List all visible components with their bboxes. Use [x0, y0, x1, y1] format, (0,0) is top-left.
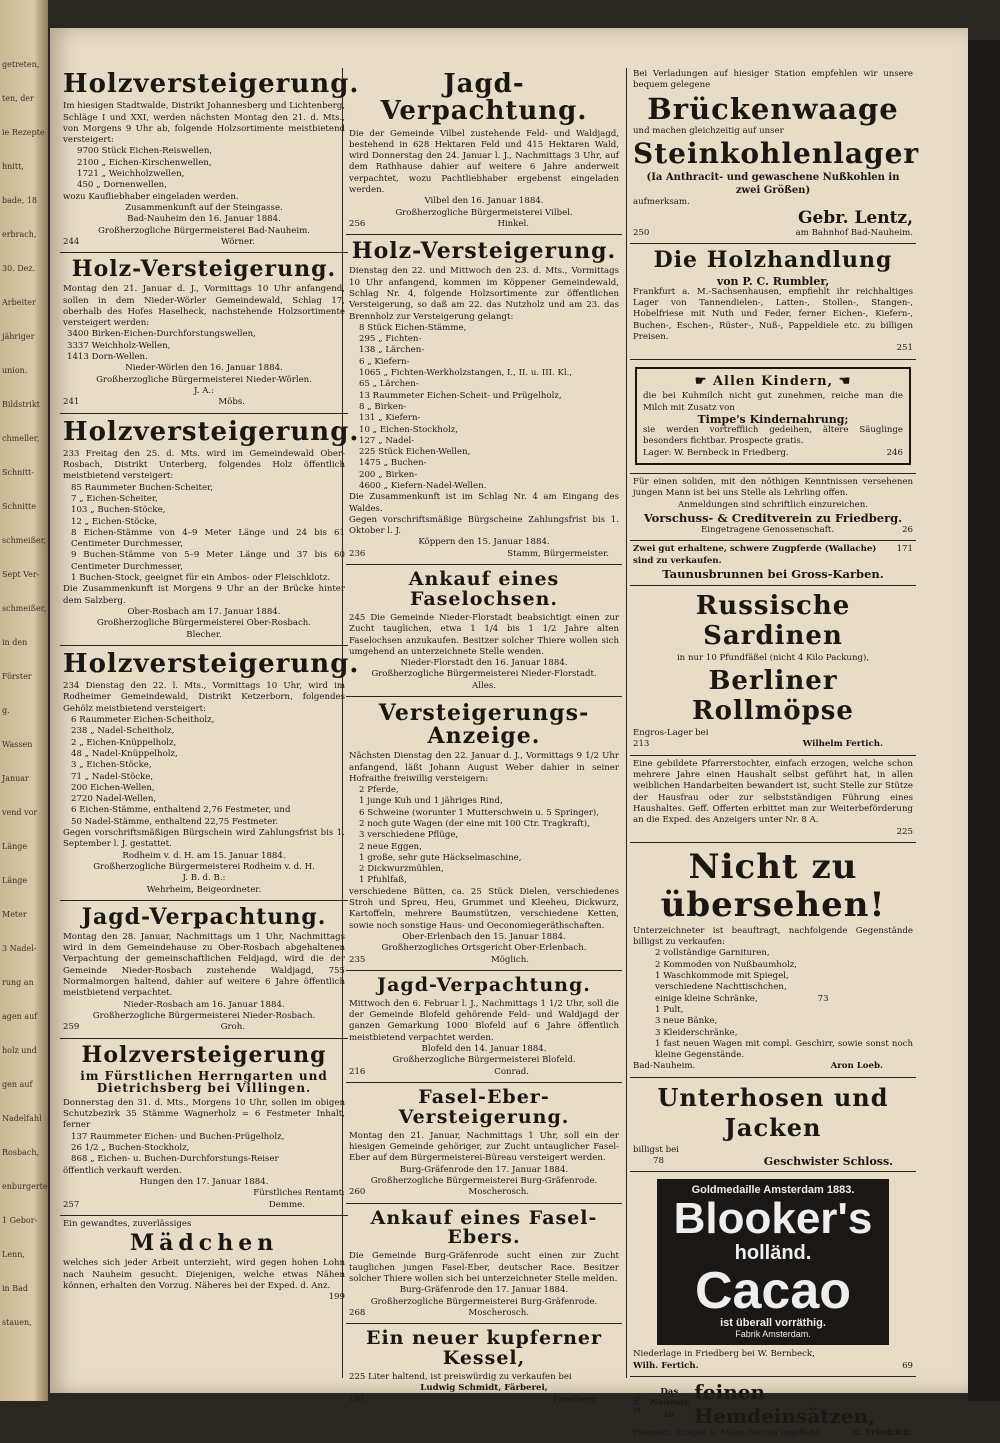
spine-text-fragment: Rosbach, [2, 1148, 40, 1157]
ad-title: Holz-Versteigerung. [351, 238, 617, 265]
ad-number: 213 [633, 739, 650, 750]
ad-title: Holzversteigerung. [63, 416, 360, 447]
ad-number: 268 [349, 1307, 366, 1318]
ad-date: Ober-Rosbach am 17. Januar 1884. [127, 606, 281, 617]
ad-title: Jagd-Verpachtung. [377, 973, 591, 996]
ad-title: Steinkohlenlager [633, 136, 920, 170]
spine-text-fragment: enburgerte [2, 1182, 48, 1191]
ad-name: Geschwister Schloss. [763, 1154, 893, 1168]
list-item: 138 „ Lärchen- [359, 345, 425, 356]
ad-address: am Bahnhof Bad-Nauheim. [795, 228, 913, 239]
ad-date: Burg-Gräfenrode den 17. Januar 1884. [399, 1285, 569, 1296]
ad-firm: Gebr. Lentz, [797, 208, 913, 229]
ad-date: Burg-Gräfenrode den 17. Januar 1884. [399, 1164, 569, 1175]
ad-text: Im hiesigen Stadtwalde, Distrikt Johannesberg und Lichtenberg, Schläge I und XXI, werden nächsten Montag den 21. d. Mts., von Morgens 9 Uhr ab, folgende Holzsortimente meistbietend versteigert: [63, 101, 345, 146]
ad-store: Wilh. Fertich. [633, 1360, 699, 1371]
ad-meeting: Zusammenkunft auf der Steingasse. [125, 202, 283, 213]
boxed-ad [635, 367, 911, 465]
list-item: 2100 „ Eichen-Kirschenwellen, [77, 157, 212, 168]
ad-date: Bad-Nauheim den 16. Januar 1884. [127, 214, 281, 225]
ad-title: Holzversteigerung. [63, 69, 360, 99]
spine-text-fragment: hnitt, [2, 162, 24, 171]
ad-date: Blofeld den 14. Januar 1884. [421, 1043, 547, 1054]
list-item: 1 Waschkommode mit Spiegel, [655, 971, 789, 982]
list-item: 12 „ Eichen-Stöcke, [71, 516, 158, 527]
spine-text-fragment: gen auf [2, 1080, 33, 1089]
ad-26 [630, 474, 916, 541]
spine-text-fragment: Schnitte [2, 502, 36, 511]
ad-name: Conrad. [494, 1066, 529, 1077]
ad-text: Hemden, Kragen u. Manschetten empfiehlt [633, 1427, 822, 1438]
ad-text: öffentlich verkauft werden. [63, 1165, 182, 1176]
list-item: 26 1/2 „ Buchen-Stockholz, [71, 1143, 190, 1154]
ad-216 [346, 971, 622, 1083]
ad-text: aufmerksam. [633, 196, 690, 207]
spine-text-fragment: bade, 18 [2, 196, 38, 205]
ad-title: Holzversteigerung. [63, 648, 360, 679]
ad-store: Lager: W. Bernbeck in Friedberg. [643, 447, 789, 458]
ad-259 [60, 901, 348, 1039]
list-item: 6 Schweine (worunter 1 Mutterschwein u. 5 Springer), [359, 807, 600, 818]
ad-subtitle: von P. C. Rumbler, [716, 274, 830, 288]
list-item: 1 junge Kuh und 1 jähriges Rind, [359, 796, 503, 807]
spine-text-fragment: jähriger [2, 332, 35, 341]
ad-brand: Blooker's [673, 1194, 873, 1244]
list-item: 868 „ Eichen- u. Buchen-Durchforstungs-Reiser [71, 1154, 279, 1165]
ad-text: Montag den 21. Januar d. J., Vormittags 10 Uhr anfangend, sollen in dem Nieder-Wörler Gemeindewald, Schlag 17, oberhalb des Hofes Haselheck, nachstehende Holzsortimente versteigert werden: [63, 284, 345, 329]
ad-name: Demme. [268, 1199, 305, 1210]
ad-title: Berliner Rollmöpse [692, 666, 854, 727]
ad-date: Köppern den 15. Januar 1884. [418, 537, 550, 548]
ad-number: 235 [349, 954, 366, 965]
list-item: 8 „ Birken- [359, 401, 407, 412]
ad-name: Moscherosch. [468, 1307, 529, 1318]
ad-text: Gegen vorschriftsmäßigen Bürgschein wird Zahlungsfrist bis 1. September l. J. gestattet. [63, 828, 345, 850]
ad-text: Unterzeichneter ist beauftragt, nachfolgende Gegenstände billigst zu verkaufen: [633, 925, 913, 948]
ad-signature: Großherzogliche Bürgermeisterei Burg-Gräfenrode. [370, 1175, 598, 1186]
ad-title: Holzversteigerung [81, 1041, 327, 1068]
ad-name: Moscherosch. [468, 1187, 529, 1198]
spine-text-fragment: Januar [2, 774, 29, 783]
ad-place: Bad-Nauheim. [633, 1061, 696, 1072]
ad-78 [630, 1078, 916, 1173]
ad-subtitle: Eingetragene Genossenschaft. [700, 524, 835, 535]
spine-text-fragment: 1 Gebor- [2, 1216, 38, 1225]
list-item: 2 Dickwurzmühlen, [359, 864, 444, 875]
spine-text-fragment: chmeller, [2, 434, 40, 443]
spine-text-fragment: rung an [2, 978, 34, 987]
list-item: 85 Raummeter Buchen-Scheiter, [71, 482, 213, 493]
ad-text: und machen gleichzeitig auf unser [633, 125, 784, 136]
ad-place: Friedberg. [552, 1394, 599, 1405]
list-item: verschiedene Nachttischchen, [655, 982, 787, 993]
list-item: 3 Kleiderschränke, [655, 1027, 738, 1038]
spine-text-fragment: Sept Ver- [2, 570, 40, 579]
list-item: 1 große, sehr gute Häckselmaschine, [359, 852, 522, 863]
ad-pretext: billigst bei [633, 1144, 679, 1155]
ad-name: Aron Loeb. [830, 1061, 883, 1072]
ad-title: Jagd-Verpachtung. [81, 903, 327, 930]
list-item: 71 „ Nadel-Stöcke, [71, 771, 154, 782]
ad-number: 246 [886, 447, 903, 458]
ad-date: Nieder-Wörlen den 16. Januar 1884. [125, 363, 283, 374]
ad-signature: Großherzogliche Bürgermeisterei Ober-Rosbach. [96, 618, 312, 629]
ad-text: welches sich jeder Arbeit unterzieht, wird gegen hohen Lohn nach Nauheim gesucht. Diejenigen, welche etwas Nähen können, erhalten den Vorzug. Näheres bei der Exped. d. Anz. [63, 1258, 345, 1291]
spine-text-fragment: in den [2, 638, 28, 647]
list-item: 1 Pult, [655, 1004, 684, 1015]
list-item: 50 Nadel-Stämme, enthaltend 22,75 Festmeter. [71, 816, 279, 827]
list-item: 2 Kommoden von Nußbaumholz, [655, 959, 798, 970]
list-item: 6 Raummeter Eichen-Scheitholz, [71, 715, 215, 726]
ad-text: verschiedene Bütten, ca. 25 Stück Dielen, verschiedenes Stroh und Spreu, Heu, Grummet und Kleeheu, Dickwurz, Kartoffeln, mehrere Baumstützen, verschiedene Ketten, sowie noch sonstige Haus- und Oeconomiegeräthschaften. [349, 886, 619, 931]
ad-234 [60, 646, 360, 901]
ad-signature: J. A.: [193, 385, 215, 396]
ad-name: K. Friedrich. [852, 1427, 913, 1438]
list-item: 3337 Weichholz-Wellen, [67, 340, 171, 351]
ad-260 [346, 1083, 622, 1204]
spine-text-fragment: schmeißer, [2, 604, 47, 613]
newspaper-page [50, 28, 968, 1438]
ad-name: Wilhelm Fertich. [802, 739, 883, 750]
ad-257 [60, 1039, 348, 1216]
ad-date: Rodheim v. d. H. am 15. Januar 1884. [122, 850, 286, 861]
spine-text-fragment: Wassen [2, 740, 33, 749]
spine-text-fragment: Länge [2, 876, 28, 885]
ad-246 [630, 360, 916, 474]
ad-number: 260 [349, 1187, 366, 1198]
ad-text: ist überall vorräthig. [720, 1317, 826, 1330]
list-item: 9700 Stück Eichen-Reiswellen, [77, 146, 213, 157]
list-item: 10 „ Eichen-Stockholz, [359, 424, 458, 435]
ad-name: Blecher. [186, 629, 222, 640]
list-item: 3400 Birken-Eichen-Durchforstungswellen, [67, 329, 256, 340]
ad-text: 245 Die Gemeinde Nieder-Florstadt beabsichtigt einen zur Zucht tauglichen, etwa 1 1/4 bis 1 1/2 Jahre alten Faselochsen anzukaufen. Besitzer solcher Thiere wollen sich umgehend an unterzeichnete Stelle wenden. [349, 612, 619, 657]
ad-number: 244 [63, 236, 80, 247]
ad-text: Zwei gut erhaltene, schwere Zugpferde (Wallache) sind zu verkaufen. [633, 544, 877, 566]
ad-pretext: Engros-Lager bei [633, 728, 709, 739]
spine-text-fragment: Lenn, [2, 1250, 25, 1259]
ad-181 [346, 1324, 622, 1410]
ad-256 [346, 66, 622, 235]
spine-text-fragment: Meter [2, 910, 27, 919]
ad-text: sie werden vortrefflich gedeihen, ältere Säuglinge besonders fichtbar. Prospecte gratis. [643, 425, 903, 447]
list-item: 4600 „ Kiefern-Nadel-Wellen. [359, 481, 487, 491]
ad-title: Ein neuer kupferner Kessel, [365, 1327, 602, 1370]
ad-title: Nicht zu übersehen! [660, 846, 886, 925]
ad-name: Möglich. [490, 954, 529, 965]
list-item: 103 „ Buchen-Stöcke, [71, 505, 166, 516]
ad-number: 257 [63, 1199, 80, 1210]
list-item: 3 „ Eichen-Stöcke, [71, 760, 152, 771]
list-item: 6 Eichen-Stämme, enthaltend 2,76 Festmeter, und [71, 805, 291, 816]
ad-213 [630, 586, 916, 756]
spine-text-fragment: Arbeiter [2, 298, 36, 307]
ad-title: Fasel-Eber-Versteigerung. [398, 1085, 570, 1128]
ad-text: Nächsten Dienstag den 22. Januar d. J., Vormittags 9 1/2 Uhr anfangend, läßt Johann August Weber dahier in seiner Hofraithe freiwillig versteigern: [349, 751, 619, 784]
list-item: 225 Stück Eichen-Wellen, [359, 447, 471, 458]
adjacent-page-spine [0, 0, 48, 1401]
list-item: 2 noch gute Wagen (der eine mit 100 Ctr. Tragkraft), [359, 819, 590, 829]
spine-text-fragment: Schnitt- [2, 468, 34, 477]
list-item: 2 neue Eggen, [359, 841, 422, 852]
list-item: 127 „ Nadel- [359, 435, 415, 446]
spine-text-fragment: 3 Nadel- [2, 944, 37, 953]
ad-title: feinen Hemdeinsätzen, [694, 1379, 875, 1428]
list-item: 13 Raummeter Eichen-Scheit- und Prügelholz, [359, 390, 562, 401]
ad-199 [60, 1216, 348, 1308]
ad-title: Brückenwaage [647, 91, 899, 126]
ad-title: Jagd-Verpachtung. [380, 69, 588, 127]
ad-name: Wörner. [220, 236, 255, 247]
ad-name: Hinkel. [497, 218, 529, 229]
ad-text: Mittwoch den 6. Februar l. J., Nachmittags 1 1/2 Uhr, soll die der Gemeinde Blofeld gehörende Feld- und Waldjagd der ganzen Gemarkung 1000 Blofeld auf 6 Jahre öffentlich meistbietend verpachtet werden. [349, 998, 619, 1043]
ad-241 [60, 253, 348, 413]
ad-text: 234 Dienstag den 22. l. Mts., Vormittags 10 Uhr, wird im Rodheimer Gemeindewald, Distrikt Ketzerborn, folgendes Gehölz meistbietend versteigert: [63, 681, 345, 714]
ad-date: Ober-Erlenbach den 15. Januar 1884. [402, 931, 566, 942]
spine-text-fragment: ie Rezepte [2, 128, 45, 137]
ad-number: 241 [63, 397, 80, 408]
spine-text-fragment: agen auf [2, 1012, 38, 1021]
list-item: 1 fast neuen Wagen mit compl. Geschirr, sowie sonst noch kleine Gegenstände. [655, 1038, 913, 1061]
ad-number: 181 [349, 1394, 366, 1405]
ad-text: Fabrik Amsterdam. [735, 1329, 811, 1340]
ad-seller: Ludwig Schmidt, Färberei, [420, 1383, 548, 1394]
ad-number: 69 [902, 1360, 913, 1371]
ad-text: Die Gemeinde Burg-Gräfenrode sucht einen zur Zucht tauglichen jungen Fasel-Eber, deutscher Race. Besitzer solcher Thiere wollen sich bei unterzeichneter Stelle melden. [349, 1251, 619, 1284]
ad-236 [346, 235, 622, 565]
column-rule [626, 68, 627, 1378]
ad-title: Versteigerungs-Anzeige. [378, 700, 590, 750]
ad-251 [630, 244, 916, 359]
pointing-hand-icon: ☚ [833, 373, 852, 389]
list-item: 3 neue Bänke, [655, 1016, 718, 1027]
ad-268 [346, 1204, 622, 1325]
list-item: 1065 „ Fichten-Werkholzstangen, I., II. u. III. Kl., [359, 368, 573, 379]
spine-text-fragment: vend vor [2, 808, 38, 817]
list-item: 1475 „ Buchen- [359, 458, 427, 469]
ad-name: Möbs. [218, 397, 245, 408]
ad-number: 250 [633, 228, 650, 239]
ad-number: 251 [896, 343, 913, 354]
ad-text: 225 Liter haltend, ist preiswürdig zu verkaufen bei [349, 1372, 572, 1383]
ad-product: Timpe's Kindernahrung; [697, 412, 849, 426]
ad-number: 199 [328, 1292, 345, 1303]
ad-store: Niederlage in Friedberg bei W. Bernbeck, [633, 1349, 815, 1360]
ad-235 [346, 697, 622, 971]
ad-date: Vilbel den 16. Januar 1884. [424, 196, 544, 207]
ad-number: 259 [63, 1022, 80, 1033]
list-item: 65 „ Lärchen- [359, 379, 419, 390]
ad-number: 171 [896, 544, 913, 555]
ad-text: wozu Kaufliebhaber eingeladen werden. [63, 191, 239, 202]
ad-number: 225 [896, 826, 913, 837]
ad-text: Dienstag den 22. und Mittwoch den 23. d. Mts., Vormittags 10 Uhr anfangend, kommen im Köppener Gemeindewald, Schlag Nr. 4, folgende Holzsortimente zur öffentlichen Versteigerung, so daß am 22. das Nutzholz und am 23. das Brennholz zur Versteigerung gelangt: [349, 266, 619, 322]
ad-signature: Großherzogliche Bürgermeisterei Blofeld. [392, 1055, 576, 1066]
ad-meeting: Die Zusammenkunft ist im Schlag Nr. 4 am Eingang des Waldes. [349, 492, 619, 514]
list-item: 131 „ Kiefern- [359, 413, 421, 424]
list-item: 1 Buchen-Stock, geeignet für ein Ambos- oder Fleischklotz. [71, 573, 331, 584]
pointing-hand-icon: ☛ [694, 373, 713, 389]
ad-73 [630, 843, 916, 1078]
spine-text-fragment: getreten, [2, 60, 40, 69]
ad-signature: Großherzogliche Bürgermeisterei Vilbel. [395, 207, 573, 218]
ad-name: Wehrheim, Beigeordneter. [146, 884, 262, 895]
spine-text-fragment: holz und [2, 1046, 37, 1055]
list-item: einige kleine Schränke, 73 [655, 993, 829, 1004]
ad-signature: Großherzogliches Ortsgericht Ober-Erlenbach. [381, 943, 587, 954]
spine-text-fragment: stauen, [2, 1318, 32, 1327]
ad-place: Taunusbrunnen bei Gross-Karben. [662, 566, 884, 581]
ad-date: Nieder-Rosbach am 16. Januar 1884. [123, 999, 285, 1010]
ad-subtitle: (Ia Anthracit- und gewaschene Nußkohlen in zwei Größen) [646, 171, 900, 196]
ad-text: Montag den 28. Januar, Nachmittags um 1 Uhr, Nachmittags wird in dem Gemeindehause zu Ober-Rosbach abgehaltenen Verpachtung der gemeinschaftlichen Feldjagd, wird die der Gemeinde Nieder-Rosbach zustehende Waldjagd, 755 Normalmorgen haltend, dahier auf weitere 6 Jahre öffentlich meistbietend verpachtet. [63, 931, 345, 999]
list-item: 200 „ Birken- [359, 469, 418, 480]
ad-number: 216 [349, 1066, 366, 1077]
ad-text: in nur 10 Pfundfäßel (nicht 4 Kilo Packung), [676, 652, 870, 663]
ad-title: Mädchen [129, 1230, 279, 1257]
spine-text-fragment: g. [2, 706, 10, 715]
spine-text-fragment: ten, der [2, 94, 34, 103]
ad-title: Ankauf eines Fasel-Ebers. [370, 1206, 598, 1249]
ad-pretext: Bei Verladungen auf hiesiger Station empfehlen wir unsere bequem gelegene [633, 69, 913, 91]
ad-signature: J. B. d. B.: [182, 873, 226, 884]
dark-background-edge [968, 40, 1000, 1401]
ad-signature: Großherzogliche Bürgermeisterei Nieder-Rosbach. [92, 1010, 316, 1021]
ad-text: die bei Kuhmilch nicht gut zunehmen, reiche man die Milch mit Zusatz von [643, 391, 903, 413]
list-item: 450 „ Dornenwellen, [77, 180, 167, 191]
ad-subtitle: holländ. [734, 1242, 812, 1265]
spine-text-fragment: erbrach, [2, 230, 37, 239]
list-item: 48 „ Nadel-Knüppelholz, [71, 748, 178, 759]
ad-number: 73 [817, 993, 829, 1004]
ad-meeting: Die Zusammenkunft ist Morgens 9 Uhr an der Brücke hinter dem Salzberg. [63, 584, 345, 606]
list-item: 2 „ Eichen-Knüppelholz, [71, 737, 177, 748]
list-item: 2 Pferde, [359, 785, 399, 796]
ad-number: 256 [349, 218, 366, 229]
list-item: 2720 Nadel-Wellen, [71, 794, 157, 805]
ad-signature: Fürstliches Rentamt: [253, 1188, 345, 1199]
ad-69 [630, 1172, 916, 1377]
list-item: 1 Pfuhlfaß, [359, 875, 407, 886]
spine-text-fragment: Länge [2, 842, 28, 851]
list-item: 7 „ Eichen-Scheiter, [71, 494, 158, 504]
spine-text-fragment: schmeißer, [2, 536, 47, 545]
ad-subtitle: im Fürstlichen Herrngarten und Dietrichsberg bei Villingen. [80, 1068, 328, 1096]
ad-text: Eine gebildete Pfarrerstochter, einfach erzogen, welche schon mehrere Jahre einen Haushalt selbst geführt hat, in allen weiblichen Handarbeiten bewandert ist, sucht Stelle zur Stütze der Hausfrau oder zur selbstständigen Führung eines Haushaltes. Geff. Offerten erbittet man zur Weiterbeförderung an die Exped. des Anzeigers unter Nr. 8 A. [633, 758, 913, 826]
spine-text-fragment: Förster [2, 672, 32, 681]
ad-text: 233 Freitag den 25. d. Mts. wird im Gemeindewald Ober-Rosbach, Distrikt Unterberg, folgendes Holz öffentlich meistbietend versteigert: [63, 448, 345, 482]
ad-title: Ankauf eines Faselochsen. [408, 568, 560, 611]
spine-text-fragment: Nadelfahl [2, 1114, 42, 1123]
ad-text: Für einen soliden, mit den nöthigen Kenntnissen versehenen jungen Mann ist bei uns Stelle als Lehrling offen. [633, 477, 913, 499]
ad-pretext: Ein gewandtes, zuverlässiges [63, 1218, 192, 1229]
list-item: 8 Stück Eichen-Stämme, [359, 322, 467, 333]
ad-number: 236 [349, 548, 366, 559]
list-item: 9 Buchen-Stämme von 5–9 Meter Länge und 37 bis 60 Centimeter Durchmesser, [71, 550, 345, 572]
list-item: 295 „ Fichten- [359, 334, 422, 345]
list-item: 238 „ Nadel-Scheitholz, [71, 726, 175, 737]
ad-signature: Großherzogliche Bürgermeisterei Rodheim v. d. H. [93, 861, 315, 872]
ad-title: Unterhosen und Jacken [657, 1082, 889, 1142]
spine-text-fragment: union. [2, 366, 28, 375]
ad-pretext: Das Neueste in [650, 1386, 690, 1420]
ad-name: Alles. [472, 680, 496, 691]
blooker-cacao-ad [657, 1179, 889, 1345]
ad-text: Frankfurt a. M.-Sachsenhausen, empfiehlt ihr reichhaltiges Lager von Tannendielen-, Latten-, Stollen-, Stangen-, Hobelfriese mit Nuth und Feder, ferner Eichen-, Kiefern-, Buchen-, Eschen-, Rüster-, Nuß-, Pappeldiele etc. zu billigen Preisen. [633, 286, 913, 343]
spine-text-fragment: 30. Dez. [2, 264, 36, 273]
ad-name: Groh. [220, 1022, 245, 1033]
column-3 [630, 66, 920, 1438]
ad-171 [630, 541, 916, 586]
ad-text: Anmeldungen sind schriftlich einzureichen. [678, 499, 868, 510]
ad-name: Stamm, Bürgermeister. [507, 548, 609, 559]
ad-date: Nieder-Florstadt den 16. Januar 1884. [400, 658, 568, 669]
ad-270 [630, 1377, 916, 1443]
column-2 [346, 66, 622, 1405]
ad-title: Russische Sardinen [695, 590, 851, 651]
list-item: 1721 „ Weichholzwellen, [77, 169, 185, 180]
list-item: 200 Eichen-Wellen, [71, 782, 155, 793]
ad-medal-line: Goldmedaille Amsterdam 1883. [691, 1184, 855, 1197]
ad-title: Holz-Versteigerung. [71, 256, 337, 283]
ad-signature: Großherzogliche Bürgermeisterei Nieder-Florstadt. [371, 669, 597, 680]
list-item: 3 verschiedene Pflüge, [359, 830, 459, 841]
ad-text: Die der Gemeinde Vilbel zustehende Feld- und Waldjagd, bestehend in 628 Hektaren Feld und 415 Hektaren Wald, wird Donnerstag den 24. Januar l. J., Nachmittags 3 Uhr, auf dem Rathhause dahier auf weitere 6 Jahre anderweit verpachtet, wozu Pachtliebhaber ergebenst eingeladen werden. [349, 128, 619, 196]
ad-text: Gegen vorschriftsmäßige Bürgscheine Zahlungsfrist bis 1. Oktober l. J. [349, 514, 619, 537]
list-item: 2 vollständige Garnituren, [655, 948, 770, 959]
spine-text-fragment: Bildstrikt [2, 400, 40, 409]
ad-text: Donnerstag den 31. d. Mts., Morgens 10 Uhr, sollen im obigen Schutzbezirk 35 Stämme Wagnerholz = 6 Festmeter Inhalt, ferner [63, 1097, 345, 1131]
list-item: 1413 Dorn-Wellen. [67, 352, 148, 363]
ad-date: Hungen den 17. Januar 1884. [139, 1176, 269, 1187]
ad-text: Montag den 21. Januar, Nachmittags 1 Uhr, soll ein der hiesigen Gemeinde gehöriger, zur Zucht untauglicher Fasel-Eber auf dem Bürgermeisterei-Büreau versteigert werden. [349, 1130, 619, 1164]
ad-firm: Vorschuss- & Creditverein zu Friedberg. [643, 510, 903, 525]
spine-text-fragment: in Bad [2, 1284, 29, 1293]
ad-number: 270 [633, 1395, 643, 1413]
ad-title: Die Holzhandlung [653, 247, 893, 274]
ad-250 [630, 66, 920, 244]
ad-signature: Großherzogliche Bürgermeisterei Bad-Nauheim. [97, 225, 310, 236]
ad-title: ☛ Allen Kindern, ☚ [694, 373, 852, 389]
ad-signature: Großherzogliche Bürgermeisterei Nieder-Wörlen. [96, 374, 312, 385]
list-item: 137 Raummeter Eichen- und Buchen-Prügelholz, [71, 1131, 285, 1142]
ad-title: Cacao [694, 1262, 852, 1321]
ad-245 [346, 565, 622, 697]
list-item: 6 „ Kiefern- [359, 356, 410, 367]
ad-signature: Großherzogliche Bürgermeisterei Burg-Gräfenrode. [370, 1296, 598, 1307]
ad-225 [630, 756, 916, 843]
list-item: 8 Eichen-Stämme von 4–9 Meter Länge und 24 bis 61 Centimeter Durchmesser, [71, 527, 345, 550]
ad-number: 78 [653, 1155, 664, 1166]
ad-number: 26 [902, 524, 913, 535]
